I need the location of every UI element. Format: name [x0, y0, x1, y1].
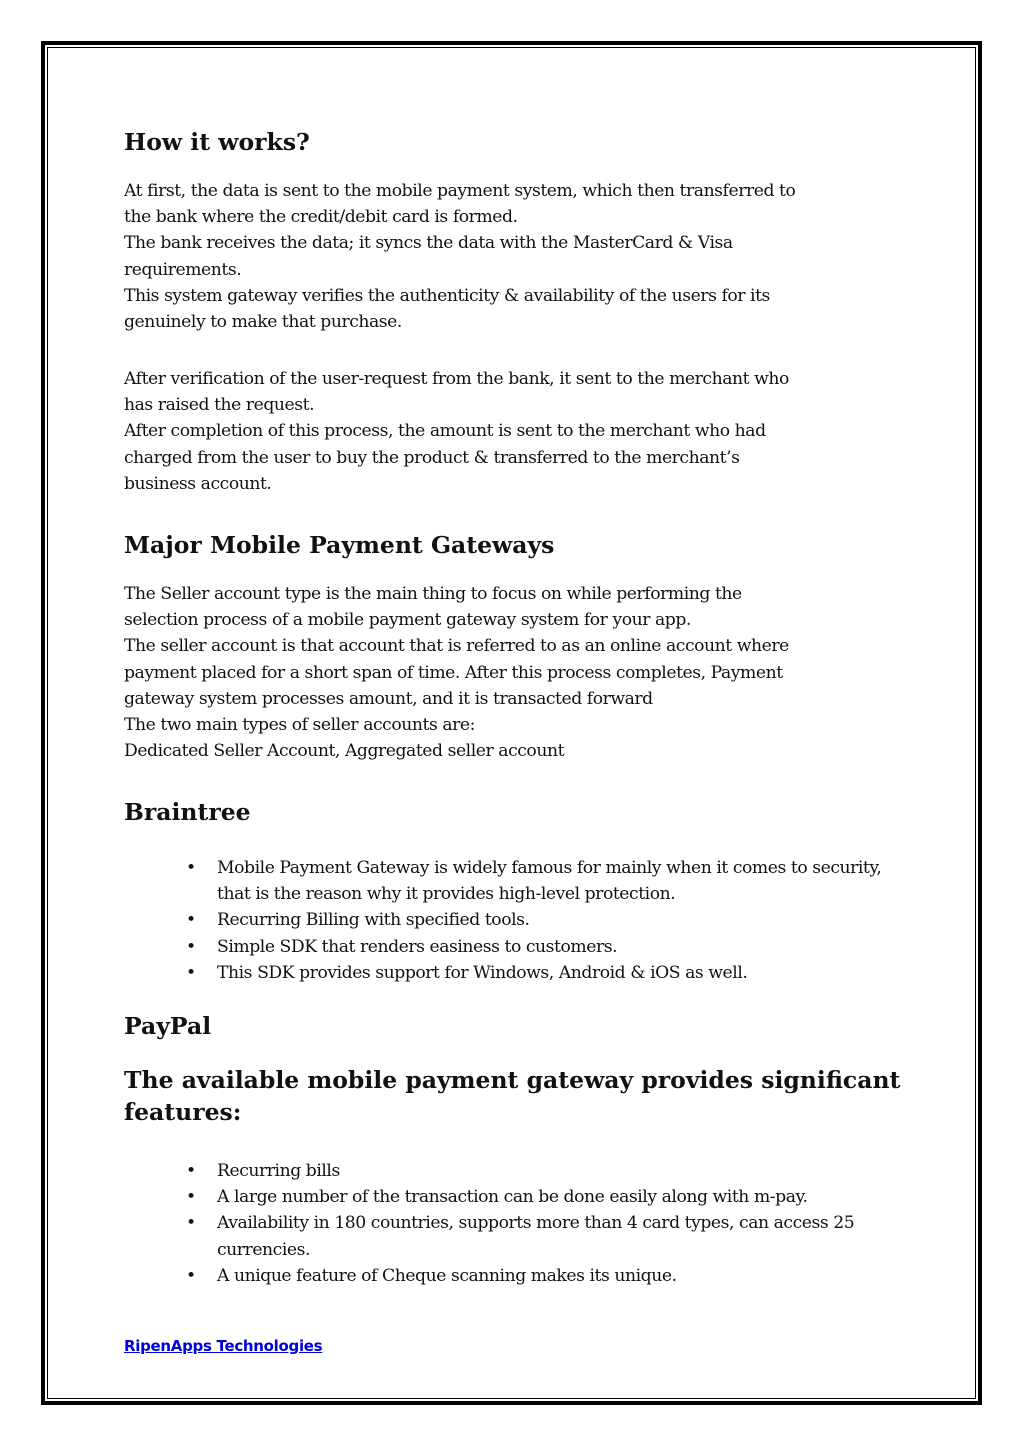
bullet-icon: • — [186, 962, 196, 983]
text-line: the bank where the credit/debit card is formed. — [124, 207, 518, 228]
text-line: The bank receives the data; it syncs the data with the MasterCard & Visa — [124, 233, 733, 254]
text-line: payment placed for a short span of time. After this process completes, Payment — [124, 662, 783, 683]
text-line: charged from the user to buy the product & transferred to the merchant’s — [124, 447, 740, 468]
list-item — [124, 1184, 914, 1210]
list-item-text: This SDK provides support for Windows, Android & iOS as well. — [217, 962, 748, 983]
list-item-text: Simple SDK that renders easiness to customers. — [217, 936, 618, 957]
text-line: genuinely to make that purchase. — [124, 312, 402, 333]
list-item — [124, 1210, 914, 1262]
text-line: requirements. — [124, 259, 242, 280]
heading-paypal-features-line1: The available mobile payment gateway provides significant — [124, 1066, 901, 1094]
bullet-icon: • — [186, 858, 196, 878]
text-line: The Seller account type is the main thing to focus on while performing the — [124, 584, 742, 604]
text-line: The seller account is that account that is referred to as an online account where — [124, 636, 789, 657]
list-item-text: A large number of the transaction can be done easily along with m-pay. — [217, 1187, 808, 1208]
text-line: At first, the data is sent to the mobile payment system, which then transferred to — [124, 181, 796, 201]
list-item-text: Availability in 180 countries, supports more than 4 card types, can access 25 currencies. — [217, 1213, 855, 1260]
paragraph-major-gateways — [124, 581, 914, 764]
footer-company-link[interactable]: RipenApps Technologies — [124, 1337, 323, 1355]
text-line: This system gateway verifies the authenticity & availability of the users for its — [124, 285, 770, 306]
bullet-icon: • — [186, 1187, 196, 1208]
text-line: has raised the request. — [124, 395, 315, 416]
heading-major-gateways: Major Mobile Payment Gateways — [124, 531, 555, 559]
paragraph-how-it-works-2 — [124, 366, 914, 497]
list-item-text: Mobile Payment Gateway is widely famous for mainly when it comes to security, that is the reason why it provides high-level protection. — [217, 858, 882, 905]
heading-braintree: Braintree — [124, 798, 251, 826]
bullet-icon: • — [186, 1213, 196, 1234]
bullet-icon: • — [186, 936, 196, 957]
text-line: business account. — [124, 473, 272, 494]
text-line: After completion of this process, the amount is sent to the merchant who had — [124, 421, 766, 442]
text-line: After verification of the user-request from the bank, it sent to the merchant who — [124, 369, 789, 389]
heading-how-it-works: How it works? — [124, 128, 310, 156]
list-item-text: Recurring Billing with specified tools. — [217, 910, 530, 931]
text-line: The two main types of seller accounts are: — [124, 715, 475, 736]
heading-paypal: PayPal — [124, 1012, 212, 1040]
list-item — [124, 934, 914, 960]
list-item-text: Recurring bills — [217, 1161, 340, 1181]
heading-paypal-features-line2: features: — [124, 1098, 242, 1126]
list-item — [124, 1263, 914, 1289]
bullet-icon: • — [186, 910, 196, 931]
paragraph-how-it-works-1 — [124, 178, 914, 335]
bullet-icon: • — [186, 1161, 196, 1181]
list-item — [124, 960, 914, 986]
text-line: Dedicated Seller Account, Aggregated seller account — [124, 741, 565, 762]
bullet-icon: • — [186, 1265, 196, 1286]
braintree-bullet-list — [124, 855, 914, 986]
list-item-text: A unique feature of Cheque scanning makes its unique. — [217, 1265, 677, 1286]
list-item — [124, 855, 914, 907]
list-item — [124, 1158, 914, 1184]
paypal-bullet-list — [124, 1158, 914, 1289]
text-line: gateway system processes amount, and it is transacted forward — [124, 688, 653, 709]
text-line: selection process of a mobile payment gateway system for your app. — [124, 610, 691, 631]
list-item — [124, 907, 914, 933]
